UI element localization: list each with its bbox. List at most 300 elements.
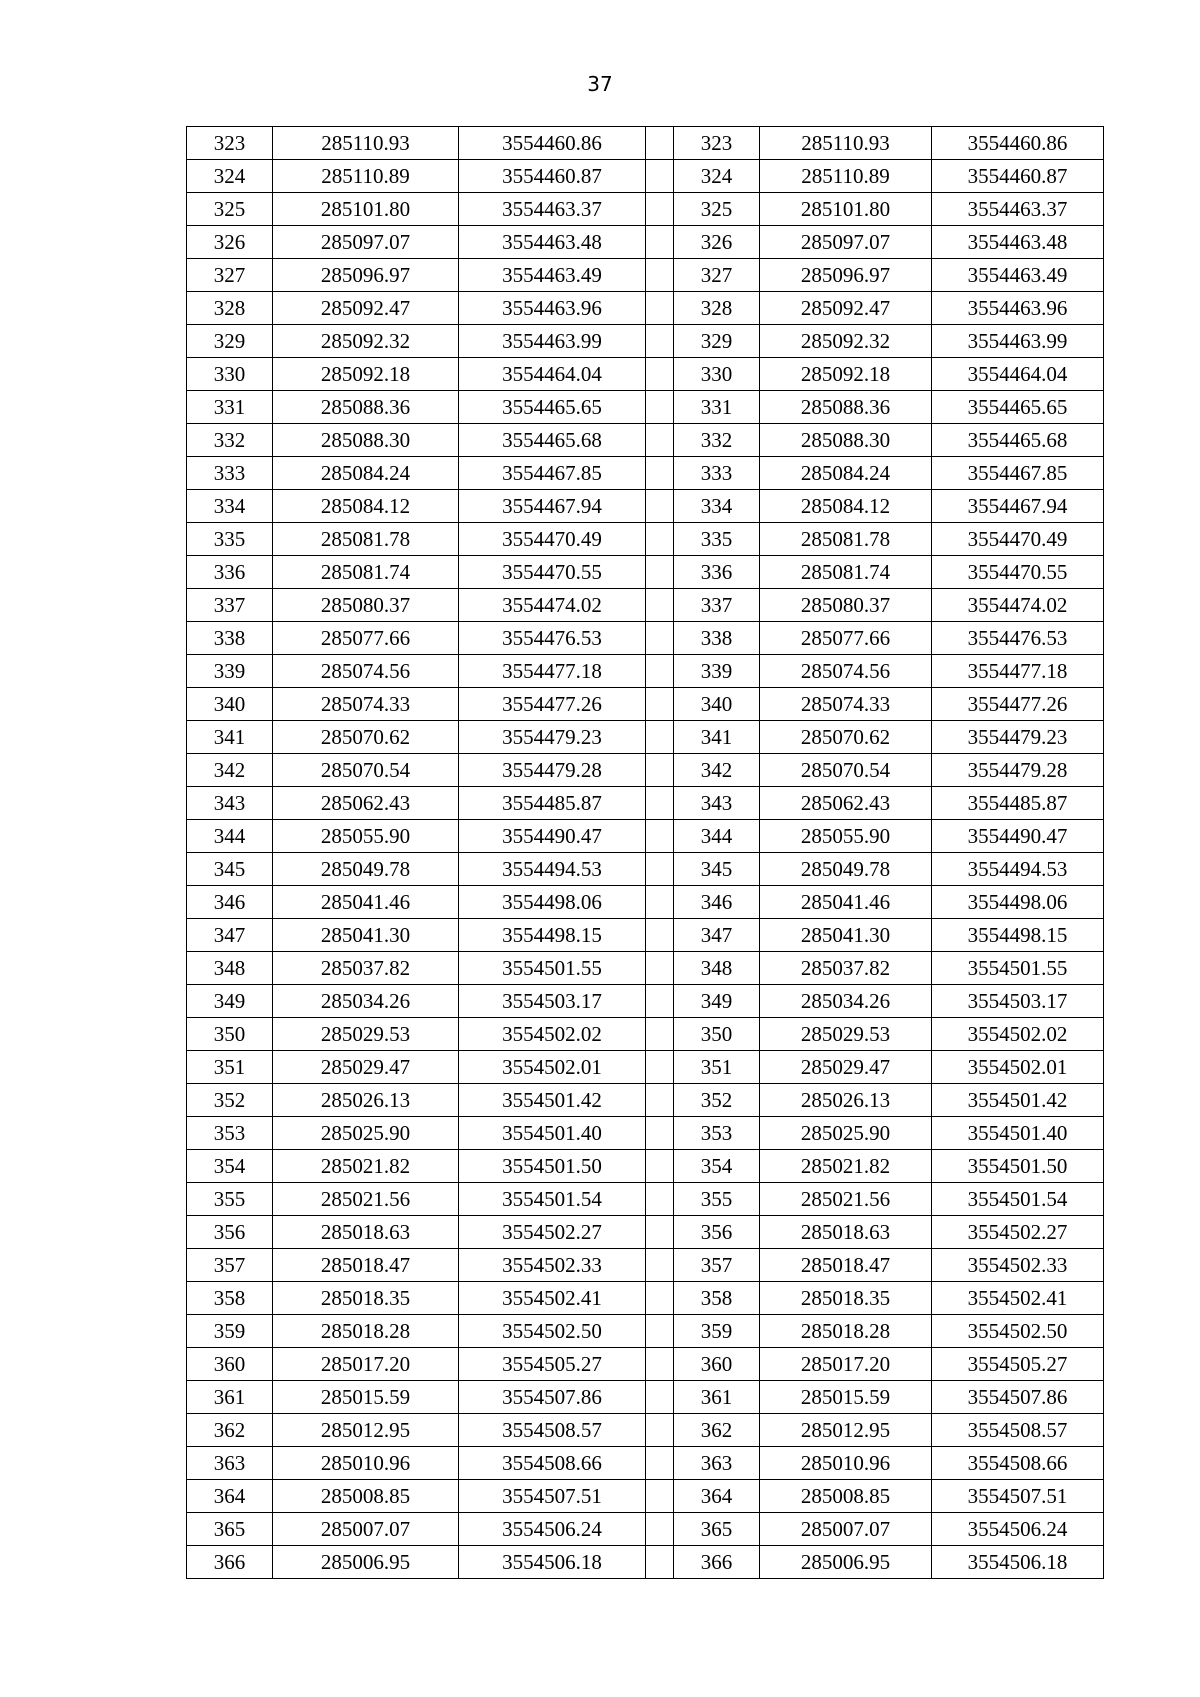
- left-x-coordinate-cell: 285092.32: [273, 325, 459, 358]
- left-point-number-cell: 359: [187, 1315, 273, 1348]
- table-row: [187, 655, 1104, 688]
- left-x-coordinate-cell: 285021.82: [273, 1150, 459, 1183]
- left-y-coordinate-cell: 3554508.66: [459, 1447, 646, 1480]
- left-y-coordinate-cell: 3554463.37: [459, 193, 646, 226]
- left-x-coordinate-cell: 285049.78: [273, 853, 459, 886]
- left-x-coordinate-cell: 285074.56: [273, 655, 459, 688]
- table-row: [187, 1150, 1104, 1183]
- left-x-coordinate-cell: 285012.95: [273, 1414, 459, 1447]
- left-point-number-cell: 336: [187, 556, 273, 589]
- spacer-cell: [646, 1348, 674, 1381]
- spacer-cell: [646, 1480, 674, 1513]
- left-x-coordinate-cell: 285084.24: [273, 457, 459, 490]
- left-point-number-cell: 328: [187, 292, 273, 325]
- table-row: [187, 1513, 1104, 1546]
- right-point-number-cell: 325: [674, 193, 760, 226]
- right-x-coordinate-cell: 285092.18: [760, 358, 932, 391]
- right-x-coordinate-cell: 285074.33: [760, 688, 932, 721]
- right-x-coordinate-cell: 285055.90: [760, 820, 932, 853]
- spacer-cell: [646, 1315, 674, 1348]
- right-x-coordinate-cell: 285062.43: [760, 787, 932, 820]
- left-x-coordinate-cell: 285074.33: [273, 688, 459, 721]
- spacer-cell: [646, 292, 674, 325]
- spacer-cell: [646, 1084, 674, 1117]
- right-point-number-cell: 341: [674, 721, 760, 754]
- table-row: [187, 1051, 1104, 1084]
- right-point-number-cell: 347: [674, 919, 760, 952]
- left-y-coordinate-cell: 3554477.18: [459, 655, 646, 688]
- right-point-number-cell: 332: [674, 424, 760, 457]
- spacer-cell: [646, 1447, 674, 1480]
- left-y-coordinate-cell: 3554474.02: [459, 589, 646, 622]
- left-y-coordinate-cell: 3554464.04: [459, 358, 646, 391]
- spacer-cell: [646, 1414, 674, 1447]
- spacer-cell: [646, 457, 674, 490]
- right-x-coordinate-cell: 285012.95: [760, 1414, 932, 1447]
- left-x-coordinate-cell: 285029.47: [273, 1051, 459, 1084]
- table-row: [187, 820, 1104, 853]
- right-x-coordinate-cell: 285021.82: [760, 1150, 932, 1183]
- right-point-number-cell: 348: [674, 952, 760, 985]
- spacer-cell: [646, 985, 674, 1018]
- left-y-coordinate-cell: 3554502.50: [459, 1315, 646, 1348]
- right-point-number-cell: 336: [674, 556, 760, 589]
- left-y-coordinate-cell: 3554479.28: [459, 754, 646, 787]
- right-point-number-cell: 366: [674, 1546, 760, 1579]
- left-y-coordinate-cell: 3554485.87: [459, 787, 646, 820]
- right-y-coordinate-cell: 3554501.55: [932, 952, 1104, 985]
- spacer-cell: [646, 1249, 674, 1282]
- right-x-coordinate-cell: 285096.97: [760, 259, 932, 292]
- left-y-coordinate-cell: 3554498.06: [459, 886, 646, 919]
- table-row: [187, 1447, 1104, 1480]
- right-y-coordinate-cell: 3554506.24: [932, 1513, 1104, 1546]
- left-point-number-cell: 365: [187, 1513, 273, 1546]
- left-x-coordinate-cell: 285110.93: [273, 127, 459, 160]
- left-y-coordinate-cell: 3554502.01: [459, 1051, 646, 1084]
- right-point-number-cell: 352: [674, 1084, 760, 1117]
- right-x-coordinate-cell: 285074.56: [760, 655, 932, 688]
- left-y-coordinate-cell: 3554465.68: [459, 424, 646, 457]
- left-y-coordinate-cell: 3554501.54: [459, 1183, 646, 1216]
- left-y-coordinate-cell: 3554490.47: [459, 820, 646, 853]
- right-point-number-cell: 349: [674, 985, 760, 1018]
- right-x-coordinate-cell: 285080.37: [760, 589, 932, 622]
- table-row: [187, 688, 1104, 721]
- right-y-coordinate-cell: 3554506.18: [932, 1546, 1104, 1579]
- spacer-cell: [646, 1513, 674, 1546]
- right-y-coordinate-cell: 3554507.51: [932, 1480, 1104, 1513]
- right-point-number-cell: 327: [674, 259, 760, 292]
- left-y-coordinate-cell: 3554502.41: [459, 1282, 646, 1315]
- table-row: [187, 1084, 1104, 1117]
- right-y-coordinate-cell: 3554501.50: [932, 1150, 1104, 1183]
- left-point-number-cell: 324: [187, 160, 273, 193]
- left-point-number-cell: 339: [187, 655, 273, 688]
- table-row: [187, 127, 1104, 160]
- right-y-coordinate-cell: 3554498.15: [932, 919, 1104, 952]
- spacer-cell: [646, 127, 674, 160]
- left-y-coordinate-cell: 3554506.24: [459, 1513, 646, 1546]
- left-point-number-cell: 342: [187, 754, 273, 787]
- right-x-coordinate-cell: 285041.30: [760, 919, 932, 952]
- spacer-cell: [646, 556, 674, 589]
- table-row: [187, 358, 1104, 391]
- left-point-number-cell: 326: [187, 226, 273, 259]
- left-point-number-cell: 362: [187, 1414, 273, 1447]
- spacer-cell: [646, 193, 674, 226]
- table-row: [187, 952, 1104, 985]
- coordinate-table: [186, 126, 1104, 1579]
- spacer-cell: [646, 1150, 674, 1183]
- right-x-coordinate-cell: 285015.59: [760, 1381, 932, 1414]
- left-point-number-cell: 325: [187, 193, 273, 226]
- left-point-number-cell: 349: [187, 985, 273, 1018]
- table-row: [187, 160, 1104, 193]
- left-x-coordinate-cell: 285096.97: [273, 259, 459, 292]
- spacer-cell: [646, 259, 674, 292]
- right-point-number-cell: 358: [674, 1282, 760, 1315]
- spacer-cell: [646, 1018, 674, 1051]
- right-y-coordinate-cell: 3554479.23: [932, 721, 1104, 754]
- right-x-coordinate-cell: 285025.90: [760, 1117, 932, 1150]
- left-y-coordinate-cell: 3554501.40: [459, 1117, 646, 1150]
- right-point-number-cell: 356: [674, 1216, 760, 1249]
- spacer-cell: [646, 787, 674, 820]
- left-point-number-cell: 338: [187, 622, 273, 655]
- right-point-number-cell: 340: [674, 688, 760, 721]
- right-point-number-cell: 365: [674, 1513, 760, 1546]
- left-x-coordinate-cell: 285084.12: [273, 490, 459, 523]
- right-point-number-cell: 339: [674, 655, 760, 688]
- right-point-number-cell: 338: [674, 622, 760, 655]
- spacer-cell: [646, 820, 674, 853]
- right-x-coordinate-cell: 285010.96: [760, 1447, 932, 1480]
- right-point-number-cell: 344: [674, 820, 760, 853]
- left-x-coordinate-cell: 285041.30: [273, 919, 459, 952]
- left-x-coordinate-cell: 285034.26: [273, 985, 459, 1018]
- right-point-number-cell: 337: [674, 589, 760, 622]
- spacer-cell: [646, 721, 674, 754]
- right-y-coordinate-cell: 3554460.87: [932, 160, 1104, 193]
- spacer-cell: [646, 688, 674, 721]
- left-x-coordinate-cell: 285037.82: [273, 952, 459, 985]
- right-x-coordinate-cell: 285110.89: [760, 160, 932, 193]
- left-x-coordinate-cell: 285088.30: [273, 424, 459, 457]
- left-point-number-cell: 323: [187, 127, 273, 160]
- right-point-number-cell: 346: [674, 886, 760, 919]
- spacer-cell: [646, 424, 674, 457]
- table-row: [187, 1414, 1104, 1447]
- right-point-number-cell: 360: [674, 1348, 760, 1381]
- right-x-coordinate-cell: 285097.07: [760, 226, 932, 259]
- right-y-coordinate-cell: 3554502.41: [932, 1282, 1104, 1315]
- spacer-cell: [646, 853, 674, 886]
- right-y-coordinate-cell: 3554502.50: [932, 1315, 1104, 1348]
- left-y-coordinate-cell: 3554465.65: [459, 391, 646, 424]
- left-point-number-cell: 346: [187, 886, 273, 919]
- right-y-coordinate-cell: 3554485.87: [932, 787, 1104, 820]
- left-y-coordinate-cell: 3554502.27: [459, 1216, 646, 1249]
- right-point-number-cell: 335: [674, 523, 760, 556]
- left-y-coordinate-cell: 3554460.87: [459, 160, 646, 193]
- left-point-number-cell: 363: [187, 1447, 273, 1480]
- right-x-coordinate-cell: 285110.93: [760, 127, 932, 160]
- right-y-coordinate-cell: 3554490.47: [932, 820, 1104, 853]
- table-row: [187, 523, 1104, 556]
- right-x-coordinate-cell: 285041.46: [760, 886, 932, 919]
- right-point-number-cell: 354: [674, 1150, 760, 1183]
- spacer-cell: [646, 1381, 674, 1414]
- left-x-coordinate-cell: 285018.35: [273, 1282, 459, 1315]
- right-x-coordinate-cell: 285006.95: [760, 1546, 932, 1579]
- left-x-coordinate-cell: 285018.63: [273, 1216, 459, 1249]
- left-point-number-cell: 353: [187, 1117, 273, 1150]
- right-point-number-cell: 330: [674, 358, 760, 391]
- left-point-number-cell: 354: [187, 1150, 273, 1183]
- right-point-number-cell: 361: [674, 1381, 760, 1414]
- table-row: [187, 424, 1104, 457]
- spacer-cell: [646, 1216, 674, 1249]
- right-y-coordinate-cell: 3554463.96: [932, 292, 1104, 325]
- table-row: [187, 589, 1104, 622]
- spacer-cell: [646, 391, 674, 424]
- right-point-number-cell: 333: [674, 457, 760, 490]
- left-y-coordinate-cell: 3554501.42: [459, 1084, 646, 1117]
- spacer-cell: [646, 589, 674, 622]
- left-y-coordinate-cell: 3554505.27: [459, 1348, 646, 1381]
- left-point-number-cell: 361: [187, 1381, 273, 1414]
- table-row: [187, 292, 1104, 325]
- left-x-coordinate-cell: 285062.43: [273, 787, 459, 820]
- left-x-coordinate-cell: 285088.36: [273, 391, 459, 424]
- right-point-number-cell: 353: [674, 1117, 760, 1150]
- right-y-coordinate-cell: 3554476.53: [932, 622, 1104, 655]
- right-y-coordinate-cell: 3554501.42: [932, 1084, 1104, 1117]
- spacer-cell: [646, 655, 674, 688]
- left-y-coordinate-cell: 3554463.49: [459, 259, 646, 292]
- right-y-coordinate-cell: 3554464.04: [932, 358, 1104, 391]
- table-row: [187, 1117, 1104, 1150]
- spacer-cell: [646, 523, 674, 556]
- right-y-coordinate-cell: 3554460.86: [932, 127, 1104, 160]
- left-point-number-cell: 352: [187, 1084, 273, 1117]
- left-point-number-cell: 351: [187, 1051, 273, 1084]
- table-row: [187, 1381, 1104, 1414]
- table-row: [187, 754, 1104, 787]
- right-point-number-cell: 355: [674, 1183, 760, 1216]
- table-row: [187, 919, 1104, 952]
- spacer-cell: [646, 358, 674, 391]
- right-point-number-cell: 323: [674, 127, 760, 160]
- spacer-cell: [646, 1282, 674, 1315]
- right-x-coordinate-cell: 285070.62: [760, 721, 932, 754]
- left-point-number-cell: 344: [187, 820, 273, 853]
- table-row: [187, 886, 1104, 919]
- left-point-number-cell: 347: [187, 919, 273, 952]
- right-x-coordinate-cell: 285017.20: [760, 1348, 932, 1381]
- left-y-coordinate-cell: 3554467.85: [459, 457, 646, 490]
- table-row: [187, 853, 1104, 886]
- left-point-number-cell: 360: [187, 1348, 273, 1381]
- left-x-coordinate-cell: 285017.20: [273, 1348, 459, 1381]
- right-y-coordinate-cell: 3554508.57: [932, 1414, 1104, 1447]
- left-x-coordinate-cell: 285110.89: [273, 160, 459, 193]
- spacer-cell: [646, 490, 674, 523]
- left-point-number-cell: 348: [187, 952, 273, 985]
- spacer-cell: [646, 952, 674, 985]
- table-row: [187, 985, 1104, 1018]
- left-point-number-cell: 333: [187, 457, 273, 490]
- right-x-coordinate-cell: 285018.47: [760, 1249, 932, 1282]
- right-point-number-cell: 350: [674, 1018, 760, 1051]
- table-row: [187, 490, 1104, 523]
- right-x-coordinate-cell: 285037.82: [760, 952, 932, 985]
- left-y-coordinate-cell: 3554498.15: [459, 919, 646, 952]
- left-y-coordinate-cell: 3554470.49: [459, 523, 646, 556]
- table-row: [187, 787, 1104, 820]
- left-x-coordinate-cell: 285026.13: [273, 1084, 459, 1117]
- left-point-number-cell: 335: [187, 523, 273, 556]
- left-x-coordinate-cell: 285029.53: [273, 1018, 459, 1051]
- table-row: [187, 556, 1104, 589]
- right-y-coordinate-cell: 3554474.02: [932, 589, 1104, 622]
- left-x-coordinate-cell: 285080.37: [273, 589, 459, 622]
- right-x-coordinate-cell: 285008.85: [760, 1480, 932, 1513]
- right-y-coordinate-cell: 3554505.27: [932, 1348, 1104, 1381]
- right-y-coordinate-cell: 3554502.33: [932, 1249, 1104, 1282]
- spacer-cell: [646, 1051, 674, 1084]
- page-number: 37: [587, 72, 613, 96]
- left-point-number-cell: 345: [187, 853, 273, 886]
- table-row: [187, 391, 1104, 424]
- right-y-coordinate-cell: 3554470.55: [932, 556, 1104, 589]
- right-x-coordinate-cell: 285070.54: [760, 754, 932, 787]
- left-point-number-cell: 366: [187, 1546, 273, 1579]
- left-point-number-cell: 337: [187, 589, 273, 622]
- left-y-coordinate-cell: 3554463.99: [459, 325, 646, 358]
- left-y-coordinate-cell: 3554479.23: [459, 721, 646, 754]
- left-y-coordinate-cell: 3554502.02: [459, 1018, 646, 1051]
- left-point-number-cell: 332: [187, 424, 273, 457]
- left-x-coordinate-cell: 285018.47: [273, 1249, 459, 1282]
- left-x-coordinate-cell: 285021.56: [273, 1183, 459, 1216]
- spacer-cell: [646, 1183, 674, 1216]
- left-point-number-cell: 356: [187, 1216, 273, 1249]
- coordinate-table-body: [187, 127, 1104, 1579]
- left-x-coordinate-cell: 285092.18: [273, 358, 459, 391]
- right-y-coordinate-cell: 3554470.49: [932, 523, 1104, 556]
- right-x-coordinate-cell: 285018.63: [760, 1216, 932, 1249]
- left-x-coordinate-cell: 285008.85: [273, 1480, 459, 1513]
- right-y-coordinate-cell: 3554503.17: [932, 985, 1104, 1018]
- right-y-coordinate-cell: 3554501.40: [932, 1117, 1104, 1150]
- right-y-coordinate-cell: 3554502.01: [932, 1051, 1104, 1084]
- right-y-coordinate-cell: 3554502.02: [932, 1018, 1104, 1051]
- left-x-coordinate-cell: 285015.59: [273, 1381, 459, 1414]
- left-y-coordinate-cell: 3554463.48: [459, 226, 646, 259]
- right-x-coordinate-cell: 285018.28: [760, 1315, 932, 1348]
- right-point-number-cell: 342: [674, 754, 760, 787]
- right-y-coordinate-cell: 3554501.54: [932, 1183, 1104, 1216]
- left-point-number-cell: 331: [187, 391, 273, 424]
- right-x-coordinate-cell: 285049.78: [760, 853, 932, 886]
- right-point-number-cell: 363: [674, 1447, 760, 1480]
- table-row: [187, 1546, 1104, 1579]
- spacer-cell: [646, 160, 674, 193]
- right-x-coordinate-cell: 285092.47: [760, 292, 932, 325]
- table-row: [187, 457, 1104, 490]
- right-y-coordinate-cell: 3554467.85: [932, 457, 1104, 490]
- right-y-coordinate-cell: 3554463.49: [932, 259, 1104, 292]
- right-x-coordinate-cell: 285029.47: [760, 1051, 932, 1084]
- right-y-coordinate-cell: 3554477.18: [932, 655, 1104, 688]
- right-y-coordinate-cell: 3554465.68: [932, 424, 1104, 457]
- table-row: [187, 1018, 1104, 1051]
- spacer-cell: [646, 754, 674, 787]
- right-x-coordinate-cell: 285088.36: [760, 391, 932, 424]
- left-x-coordinate-cell: 285081.78: [273, 523, 459, 556]
- left-y-coordinate-cell: 3554507.51: [459, 1480, 646, 1513]
- right-y-coordinate-cell: 3554508.66: [932, 1447, 1104, 1480]
- left-y-coordinate-cell: 3554506.18: [459, 1546, 646, 1579]
- table-row: [187, 721, 1104, 754]
- table-row: [187, 1282, 1104, 1315]
- left-x-coordinate-cell: 285007.07: [273, 1513, 459, 1546]
- left-point-number-cell: 343: [187, 787, 273, 820]
- spacer-cell: [646, 325, 674, 358]
- right-point-number-cell: 357: [674, 1249, 760, 1282]
- right-x-coordinate-cell: 285077.66: [760, 622, 932, 655]
- right-y-coordinate-cell: 3554498.06: [932, 886, 1104, 919]
- left-y-coordinate-cell: 3554501.50: [459, 1150, 646, 1183]
- left-y-coordinate-cell: 3554501.55: [459, 952, 646, 985]
- right-x-coordinate-cell: 285084.24: [760, 457, 932, 490]
- left-x-coordinate-cell: 285101.80: [273, 193, 459, 226]
- table-row: [187, 226, 1104, 259]
- left-point-number-cell: 357: [187, 1249, 273, 1282]
- right-point-number-cell: 359: [674, 1315, 760, 1348]
- left-x-coordinate-cell: 285070.54: [273, 754, 459, 787]
- left-point-number-cell: 330: [187, 358, 273, 391]
- right-point-number-cell: 362: [674, 1414, 760, 1447]
- table-row: [187, 1183, 1104, 1216]
- right-y-coordinate-cell: 3554467.94: [932, 490, 1104, 523]
- right-point-number-cell: 345: [674, 853, 760, 886]
- left-point-number-cell: 329: [187, 325, 273, 358]
- left-y-coordinate-cell: 3554470.55: [459, 556, 646, 589]
- table-row: [187, 193, 1104, 226]
- right-x-coordinate-cell: 285084.12: [760, 490, 932, 523]
- left-point-number-cell: 341: [187, 721, 273, 754]
- left-x-coordinate-cell: 285097.07: [273, 226, 459, 259]
- spacer-cell: [646, 886, 674, 919]
- right-x-coordinate-cell: 285007.07: [760, 1513, 932, 1546]
- right-y-coordinate-cell: 3554463.37: [932, 193, 1104, 226]
- left-y-coordinate-cell: 3554494.53: [459, 853, 646, 886]
- left-x-coordinate-cell: 285070.62: [273, 721, 459, 754]
- left-y-coordinate-cell: 3554460.86: [459, 127, 646, 160]
- spacer-cell: [646, 1546, 674, 1579]
- table-row: [187, 1216, 1104, 1249]
- left-x-coordinate-cell: 285025.90: [273, 1117, 459, 1150]
- right-x-coordinate-cell: 285021.56: [760, 1183, 932, 1216]
- right-point-number-cell: 351: [674, 1051, 760, 1084]
- right-y-coordinate-cell: 3554502.27: [932, 1216, 1104, 1249]
- right-y-coordinate-cell: 3554463.48: [932, 226, 1104, 259]
- left-y-coordinate-cell: 3554508.57: [459, 1414, 646, 1447]
- table-row: [187, 1249, 1104, 1282]
